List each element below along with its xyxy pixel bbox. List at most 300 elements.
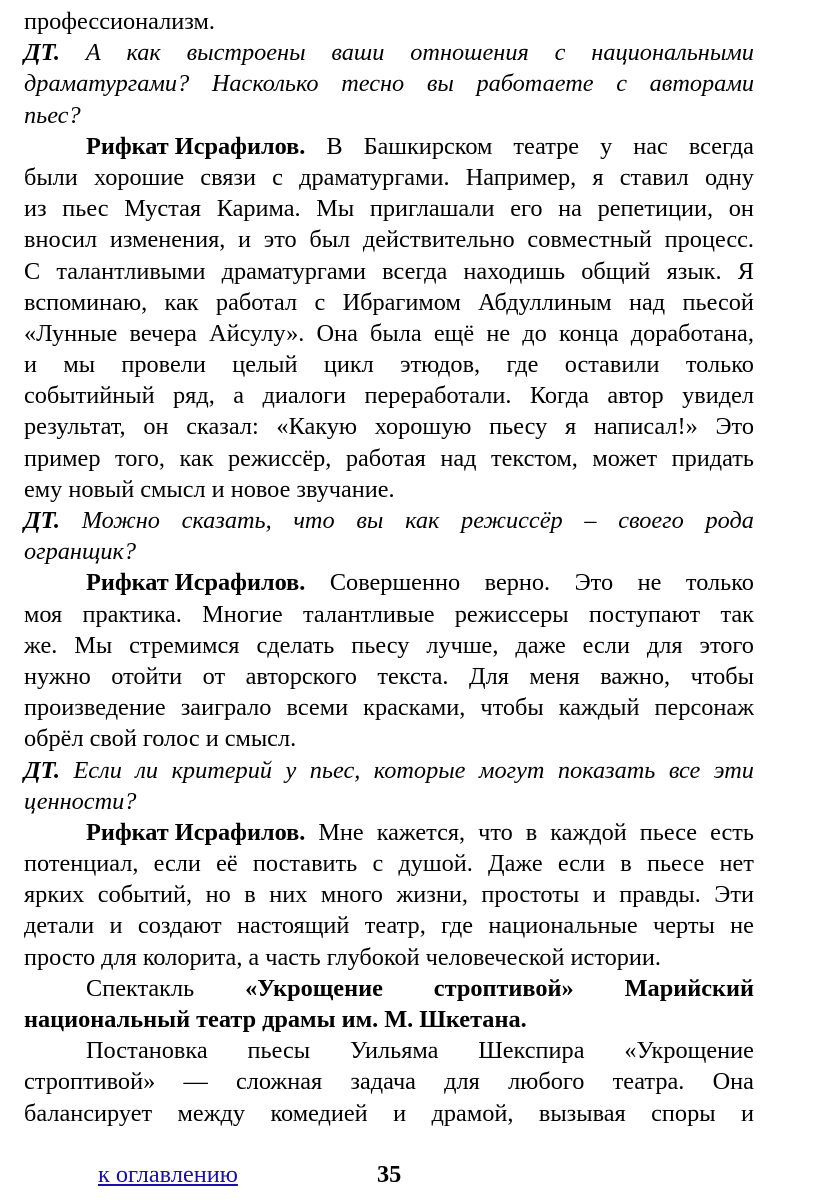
text-line <box>24 755 754 786</box>
word: но <box>205 881 231 909</box>
word: доработана, <box>630 319 754 347</box>
word: у <box>600 132 613 160</box>
word: Например, <box>465 163 577 191</box>
word: авторского <box>245 662 357 690</box>
word: Мы <box>316 195 355 223</box>
word: Даже <box>488 850 543 878</box>
word: этого <box>699 631 754 659</box>
word: национальные <box>488 912 638 940</box>
word: Эти <box>714 881 754 909</box>
word: если <box>153 850 201 878</box>
word: находишь <box>463 257 566 285</box>
word: от <box>202 662 226 690</box>
text-line <box>24 37 754 68</box>
word: над <box>628 288 666 316</box>
word: того, <box>114 444 165 472</box>
word: меня <box>529 662 580 690</box>
word: Если <box>73 756 122 784</box>
word: задача <box>350 1068 416 1096</box>
text-line <box>24 942 754 973</box>
word: пьесы <box>247 1037 311 1065</box>
word: Башкирском <box>363 132 493 160</box>
text-line <box>24 411 754 442</box>
word: много <box>320 881 383 909</box>
word: С <box>24 257 41 285</box>
word: Когда <box>529 382 589 410</box>
word: где <box>441 912 474 940</box>
text-line <box>24 1035 754 1066</box>
word: где <box>506 351 539 379</box>
word: мы <box>63 351 96 379</box>
word: всеми <box>286 694 349 722</box>
word: придать <box>671 444 754 472</box>
word: с <box>616 70 628 98</box>
word: хорошую <box>374 413 472 441</box>
word: балансирует <box>24 1099 153 1127</box>
word: новое <box>230 475 291 503</box>
word: и <box>393 1099 407 1127</box>
word: сказал: <box>186 413 259 441</box>
text-line <box>24 1098 754 1129</box>
word: он <box>728 195 754 223</box>
word: лучше, <box>426 631 499 659</box>
word: Многие <box>202 600 283 628</box>
word: всегда <box>382 257 448 285</box>
word: практика. <box>82 600 182 628</box>
word: и <box>211 475 225 503</box>
text-line <box>24 723 754 754</box>
word: комедией <box>270 1099 368 1127</box>
word: эти <box>713 756 754 784</box>
word: отойти <box>111 662 183 690</box>
word: его <box>510 195 543 223</box>
text-line <box>24 1066 754 1097</box>
word: театра. <box>612 1068 685 1096</box>
word: диалоги <box>262 382 347 410</box>
word: стремимся <box>129 631 240 659</box>
word: Насколько <box>211 70 319 98</box>
word: ваши <box>331 39 385 67</box>
word: им. <box>341 1006 379 1033</box>
word: — <box>183 1068 208 1096</box>
word: автор <box>607 382 664 410</box>
word: и <box>24 351 38 379</box>
word: смысл. <box>224 725 297 753</box>
word: национальными <box>591 39 754 67</box>
word: «Лунные <box>24 319 118 347</box>
word: как <box>179 444 214 472</box>
word: талантливыми <box>56 257 206 285</box>
word: них <box>269 881 308 909</box>
word: как <box>164 288 199 316</box>
word: режиссеры <box>454 600 569 628</box>
word: репетиции, <box>597 195 714 223</box>
word: оставили <box>564 351 660 379</box>
word: сделать <box>256 631 335 659</box>
word: с <box>314 288 326 316</box>
word: для <box>646 631 683 659</box>
word: целый <box>232 351 298 379</box>
word: её <box>216 850 238 878</box>
word: которые <box>373 756 466 784</box>
word: поставить <box>252 850 358 878</box>
word: пьесу <box>351 631 410 659</box>
word: так <box>720 600 754 628</box>
word: строптивой» <box>433 974 574 1002</box>
text-line <box>24 661 754 692</box>
word: Абдуллиным <box>478 288 612 316</box>
word: и <box>109 912 123 940</box>
word: сложная <box>235 1068 323 1096</box>
text-line <box>24 256 754 287</box>
text-line <box>24 505 754 536</box>
text-line <box>24 380 754 411</box>
word: приглашали <box>369 195 495 223</box>
word: критерий <box>171 756 273 784</box>
word: Совершенно <box>329 569 461 597</box>
word: хорошие <box>93 163 185 191</box>
word: переработали. <box>364 382 512 410</box>
word: а <box>248 943 260 971</box>
word: вспоминаю, <box>24 288 148 316</box>
word: Я <box>737 257 754 285</box>
word: любого <box>508 1068 585 1096</box>
word: поступают <box>588 600 701 628</box>
word: потенциал, <box>24 850 139 878</box>
word: драмы <box>262 1006 336 1033</box>
text-line <box>24 68 754 99</box>
word: – <box>584 507 597 534</box>
word: ценности? <box>24 787 137 815</box>
word: М. <box>384 1006 414 1033</box>
word: же. <box>24 631 58 659</box>
word: был <box>309 226 351 254</box>
word: А <box>85 39 101 67</box>
word: пьесой <box>682 288 754 316</box>
text-line <box>24 193 754 224</box>
word: драматургами? <box>24 70 190 98</box>
word: даже <box>515 631 566 659</box>
word: на <box>558 195 582 223</box>
word: персонаж <box>654 694 754 722</box>
word: процесс. <box>664 226 754 254</box>
word: цикл <box>323 351 374 379</box>
word: режиссёр <box>461 507 563 534</box>
word: действительно <box>362 226 515 254</box>
word: была <box>370 319 422 347</box>
word: черты <box>653 912 715 940</box>
word: если <box>582 631 630 659</box>
word: Спектакль <box>86 974 195 1002</box>
text-line <box>24 567 754 598</box>
word: создают <box>137 912 222 940</box>
word: в <box>620 850 632 878</box>
word: и <box>592 881 606 909</box>
word: «Какую <box>276 413 358 441</box>
word: драмой, <box>431 1099 514 1127</box>
word: Уильяма <box>349 1037 439 1065</box>
word: пример <box>24 444 101 472</box>
word: режиссёр, <box>228 444 332 472</box>
word: часть <box>265 943 321 971</box>
word: в <box>525 818 538 846</box>
word: чтобы <box>690 662 754 690</box>
word: профессионализм. <box>24 8 215 35</box>
text-line <box>24 6 754 37</box>
word: Ибрагимом <box>342 288 461 316</box>
word: увидел <box>682 382 754 410</box>
word: язык. <box>666 257 722 285</box>
text-line <box>24 786 754 817</box>
word: с <box>272 163 283 191</box>
word: были <box>24 163 78 191</box>
word: жизни, <box>396 881 468 909</box>
word: только <box>685 351 754 379</box>
word: это <box>263 226 297 254</box>
word: и <box>238 226 252 254</box>
page-number: 35 <box>377 1161 402 1188</box>
word: не <box>730 912 754 940</box>
word: звучание. <box>296 475 395 503</box>
word: этюдов, <box>400 351 481 379</box>
word: он <box>143 413 169 441</box>
word: у <box>285 756 297 784</box>
word: совместный <box>527 226 652 254</box>
word: Рифкат Исрафилов. <box>86 132 306 160</box>
word: настоящий <box>236 912 350 940</box>
word: детали <box>24 912 95 940</box>
word: текстом, <box>491 444 578 472</box>
word: связи <box>200 163 256 191</box>
word: кажется, <box>376 818 466 846</box>
word: провели <box>121 351 206 379</box>
word: ярких <box>24 881 85 909</box>
word: нас <box>633 132 668 160</box>
word: показать <box>557 756 656 784</box>
word: могут <box>478 756 545 784</box>
text-line <box>24 817 754 848</box>
word: ряд, <box>173 382 215 410</box>
word: как <box>126 39 161 67</box>
word: работал <box>215 288 298 316</box>
word: Она <box>712 1068 754 1096</box>
word: каждой <box>550 818 627 846</box>
word: театр, <box>364 912 426 940</box>
word: глубокой <box>326 943 420 971</box>
word: не <box>637 569 662 597</box>
text-line <box>24 599 754 630</box>
word: одну <box>704 163 754 191</box>
table-of-contents-link[interactable]: к оглавлению <box>98 1161 238 1188</box>
text-line <box>24 630 754 661</box>
word: с <box>372 850 384 878</box>
word: колорита, <box>142 943 243 971</box>
text-line <box>24 318 754 349</box>
text-line <box>24 879 754 910</box>
word: в <box>244 881 256 909</box>
word: а <box>233 382 245 410</box>
word: строптивой» <box>24 1068 156 1096</box>
word: ДТ. <box>24 756 60 784</box>
word: ещё <box>433 319 475 347</box>
text-line <box>24 224 754 255</box>
word: пьесе <box>646 850 705 878</box>
word: авторами <box>649 70 754 98</box>
word: правды. <box>619 881 701 909</box>
word: может <box>592 444 658 472</box>
word: между <box>177 1099 246 1127</box>
text-line <box>24 287 754 318</box>
word: Для <box>469 662 509 690</box>
word: театре <box>513 132 580 160</box>
text-line <box>24 973 754 1004</box>
page-footer <box>98 1160 498 1190</box>
word: Это <box>574 569 614 597</box>
word: талантливые <box>302 600 435 628</box>
word: Шекспира <box>478 1037 585 1065</box>
document-body <box>24 6 754 1129</box>
word: Марийский <box>624 974 754 1002</box>
word: всегда <box>688 132 754 160</box>
word: Мустая <box>124 195 202 223</box>
word: что <box>293 507 335 534</box>
word: Она <box>316 319 358 347</box>
word: Можно <box>81 507 160 534</box>
word: пьесу <box>489 413 548 441</box>
word: огранщик? <box>24 538 136 566</box>
word: новый <box>68 475 135 503</box>
word: событийный <box>24 382 155 410</box>
word: нет <box>719 850 754 878</box>
word: текста. <box>377 662 449 690</box>
word: общий <box>581 257 651 285</box>
word: Карима. <box>216 195 301 223</box>
text-line <box>24 162 754 193</box>
text-line <box>24 692 754 723</box>
text-line <box>24 536 754 567</box>
word: рода <box>705 507 754 534</box>
word: отношения <box>410 39 529 67</box>
text-line <box>24 474 754 505</box>
word: верно. <box>484 569 551 597</box>
word: для <box>444 1068 480 1096</box>
word: ДТ. <box>24 39 60 67</box>
word: с <box>554 39 566 67</box>
word: каждый <box>558 694 640 722</box>
text-line <box>24 131 754 162</box>
word: написал!» <box>593 413 698 441</box>
word: работаете <box>476 70 594 98</box>
word: вносил <box>24 226 98 254</box>
word: драматургами. <box>299 163 450 191</box>
text-line <box>24 910 754 941</box>
word: до <box>522 319 547 347</box>
text-line <box>24 349 754 380</box>
word: я <box>592 163 604 191</box>
word: результат, <box>24 413 126 441</box>
word: произведение <box>24 694 166 722</box>
word: ставил <box>619 163 689 191</box>
word: изменения, <box>109 226 226 254</box>
word: Мы <box>74 631 113 659</box>
word: национальный <box>24 1006 191 1033</box>
word: смысл <box>140 475 206 503</box>
word: пьес <box>62 195 109 223</box>
text-line <box>24 848 754 879</box>
word: для <box>101 943 137 971</box>
word: Шкетана. <box>419 1006 527 1033</box>
word: Рифкат Исрафилов. <box>86 818 306 846</box>
word: пьес, <box>309 756 361 784</box>
word: тесно <box>341 70 405 98</box>
word: вы <box>426 70 454 98</box>
word: своего <box>618 507 684 534</box>
word: нужно <box>24 662 91 690</box>
word: красками, <box>363 694 466 722</box>
word: моя <box>24 600 63 628</box>
word: человеческой <box>425 943 565 971</box>
word: пьесе <box>639 818 698 846</box>
word: ДТ. <box>24 507 60 534</box>
word: как <box>405 507 440 534</box>
word: голос <box>142 725 200 753</box>
word: вы <box>356 507 384 534</box>
word: Айсулу». <box>209 319 305 347</box>
text-line <box>24 1004 754 1035</box>
word: из <box>24 195 47 223</box>
word: ему <box>24 475 63 503</box>
word: споры <box>651 1099 716 1127</box>
word: что <box>478 818 513 846</box>
word: выстроены <box>186 39 306 67</box>
word: не <box>486 319 511 347</box>
word: В <box>326 132 343 160</box>
word: обрёл <box>24 725 84 753</box>
word: просто <box>24 943 96 971</box>
word: душой. <box>398 850 473 878</box>
word: «Укрощение <box>245 974 383 1002</box>
word: Это <box>715 413 754 441</box>
word: Постановка <box>86 1037 208 1065</box>
word: драматургами <box>221 257 367 285</box>
word: простоты <box>481 881 580 909</box>
word: истории. <box>570 943 662 971</box>
text-line <box>24 100 754 131</box>
word: свой <box>89 725 137 753</box>
word: и <box>205 725 219 753</box>
word: и <box>740 1099 754 1127</box>
word: заиграло <box>180 694 272 722</box>
word: я <box>564 413 577 441</box>
word: Мне <box>318 818 364 846</box>
word: вызывая <box>538 1099 626 1127</box>
word: пьес? <box>24 101 81 129</box>
word: важно, <box>600 662 671 690</box>
word: работая <box>345 444 426 472</box>
word: если <box>557 850 606 878</box>
word: только <box>685 569 754 597</box>
word: вечера <box>129 319 197 347</box>
word: Рифкат Исрафилов. <box>86 569 306 597</box>
word: театр <box>196 1006 257 1033</box>
word: конца <box>559 319 619 347</box>
word: есть <box>710 818 754 846</box>
text-line <box>24 443 754 474</box>
word: чтобы <box>480 694 544 722</box>
word: сказать, <box>181 507 272 534</box>
word: все <box>668 756 701 784</box>
word: над <box>440 444 477 472</box>
